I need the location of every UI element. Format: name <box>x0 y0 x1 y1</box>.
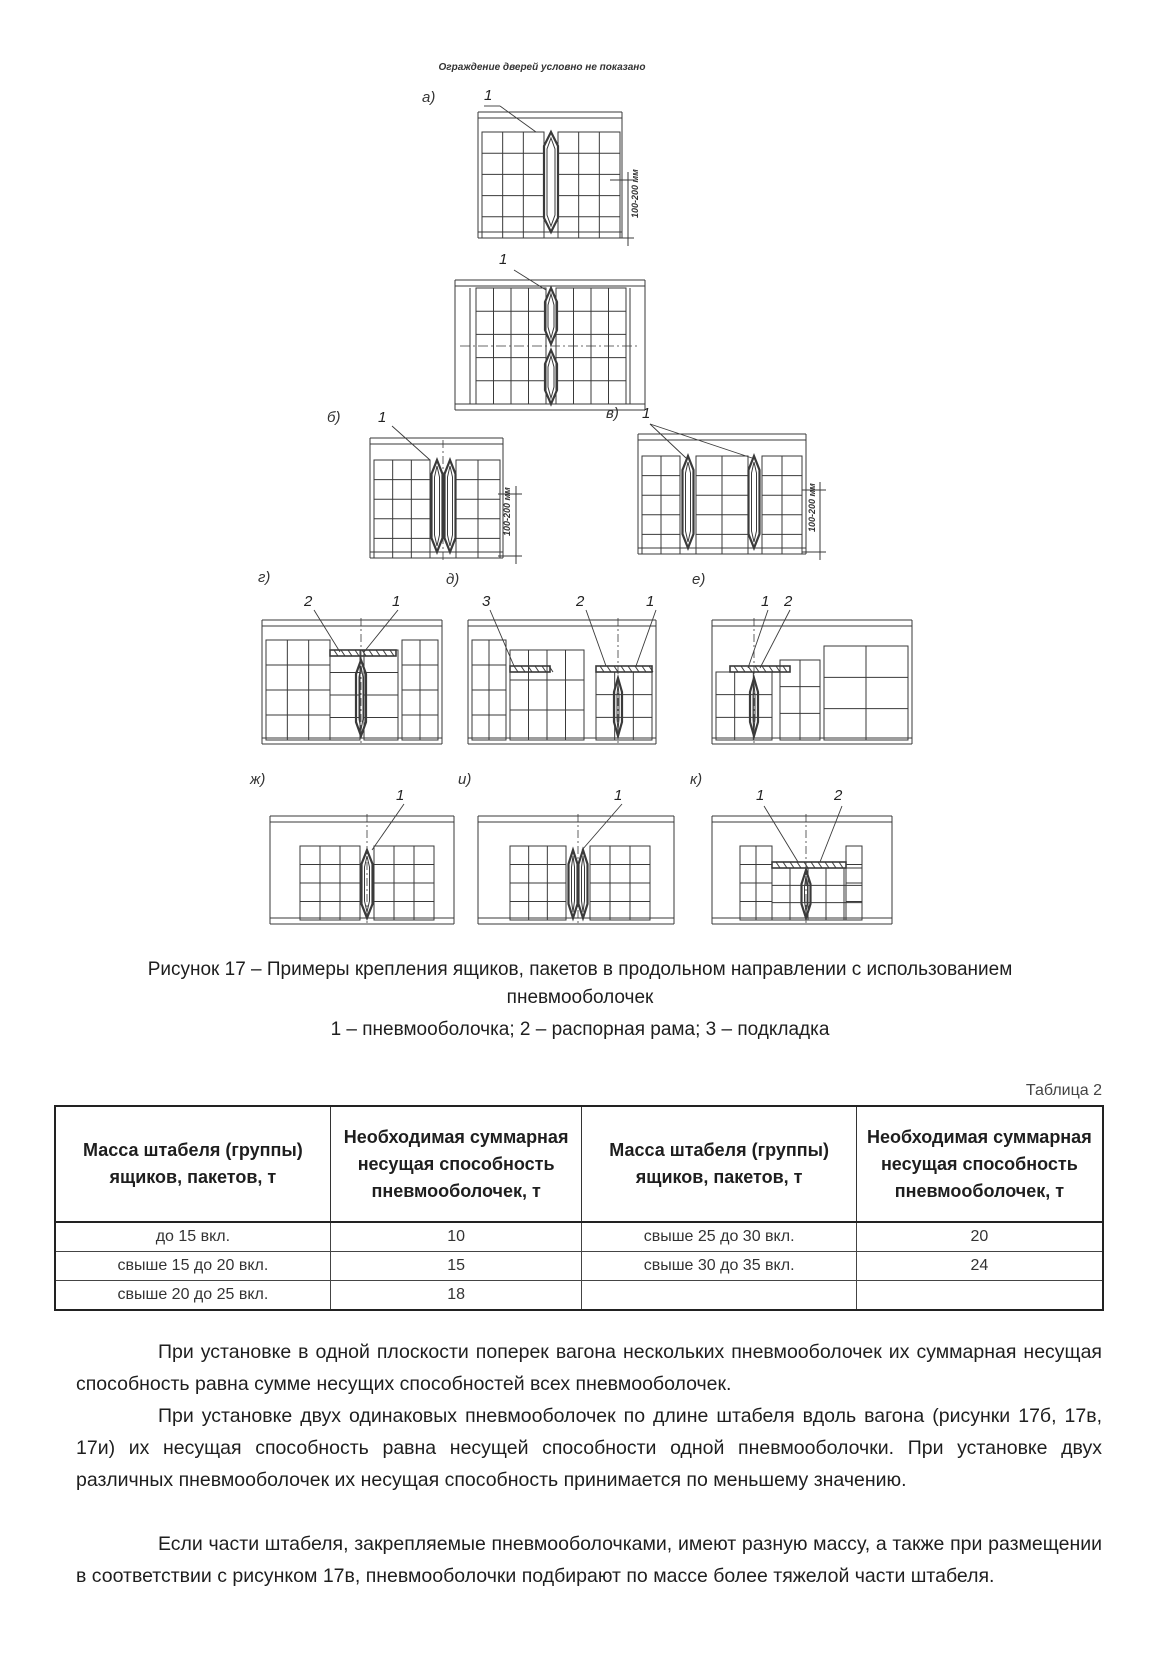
header-required-capacity-2: Необходимая суммарная несущая способность пневмооболочек, т <box>856 1106 1103 1222</box>
dimension-label-a: 100-200 мм <box>630 169 640 218</box>
spacer-frame-hatch <box>839 862 843 868</box>
spacer-frame-hatch <box>355 650 359 656</box>
spacer-frame-hatch <box>376 650 380 656</box>
spacer-frame-hatch <box>776 666 780 672</box>
spacer-frame-hatch <box>776 862 780 868</box>
leader-line <box>760 610 790 668</box>
spacer-frame-hatch <box>607 666 611 672</box>
figure-caption-legend: 1 – пневмооболочка; 2 – распорная рама; 3 – подкладка <box>330 1019 830 1040</box>
leader-line <box>314 610 340 652</box>
spacer-frame-hatch <box>521 666 525 672</box>
pneumatic-bag-inner <box>548 356 554 398</box>
pneumatic-bag-inner <box>547 138 555 226</box>
panel-label-b: б) <box>327 409 341 426</box>
marker-1-zh: 1 <box>396 787 405 804</box>
marker-1-i: 1 <box>614 787 623 804</box>
table-cell: 10 <box>330 1222 582 1252</box>
spacer-frame-hatch <box>783 666 787 672</box>
pneumatic-bag-inner <box>753 684 755 730</box>
spacer-frame-hatch <box>369 650 373 656</box>
spacer-frame-e <box>730 666 790 672</box>
spacer-frame-hatch <box>514 666 518 672</box>
marker-2-e: 2 <box>784 593 793 610</box>
bag-a2-bottom <box>545 350 557 404</box>
table-cell: 24 <box>856 1252 1103 1281</box>
bag-a2-top <box>545 288 557 344</box>
spacer-frame-hatch <box>635 666 639 672</box>
stack-k-mid <box>772 868 862 920</box>
spacer-frame-hatch <box>535 666 539 672</box>
paragraph-1 <box>76 1336 1102 1400</box>
spacer-frame-hatch <box>341 650 345 656</box>
table-row <box>55 1252 1103 1281</box>
spacer-frame-hatch <box>614 666 618 672</box>
marker-1-v: 1 <box>642 405 651 422</box>
paragraph-2 <box>76 1400 1102 1496</box>
panel-label-g: г) <box>258 569 271 586</box>
marker-2-k: 2 <box>834 787 843 804</box>
pneumatic-bag-inner <box>548 294 554 338</box>
leader-line <box>582 804 622 850</box>
table-cell <box>856 1281 1103 1311</box>
dimension-label-v: 100-200 мм <box>807 483 817 532</box>
table-row <box>55 1281 1103 1311</box>
spacer-frame-hatch <box>600 666 604 672</box>
paragraph-3 <box>76 1528 1102 1592</box>
panel-label-i: и) <box>458 771 472 788</box>
bag-v-1 <box>683 456 694 548</box>
bag-v-2 <box>749 456 760 548</box>
panel-label-a: а) <box>422 89 436 106</box>
stack-b-left <box>374 460 430 558</box>
table-cell <box>582 1281 856 1311</box>
leader-line <box>650 424 752 458</box>
spacer-frame-hatch <box>621 666 625 672</box>
leader-line <box>392 426 430 460</box>
figure-caption-title: Рисунок 17 – Примеры крепления ящиков, пакетов в продольном направлении с использованием <box>147 959 1013 980</box>
marker-2-d: 2 <box>576 593 585 610</box>
stack-a1-right <box>558 132 620 238</box>
spacer-frame-hatch <box>762 666 766 672</box>
marker-1-a1: 1 <box>484 87 493 104</box>
spacer-frame-hatch <box>783 862 787 868</box>
pneumatic-bag-inner <box>572 856 575 912</box>
bag-b-1 <box>432 460 443 552</box>
leader-line <box>500 106 536 132</box>
paragraph-3-text: Если части штабеля, закрепляемые пневмооболочками, имеют разную массу, а также при размещении в соответствии с рисунком 17в, пневмооболочки подбирают по массе более тяжелой части штабеля. <box>76 1533 1102 1587</box>
spacer-frame-hatch <box>348 650 352 656</box>
leader-line <box>586 610 606 666</box>
pneumatic-bag-inner <box>752 462 757 542</box>
dimension-label-b: 100-200 мм <box>502 487 512 536</box>
header-stack-mass-2: Масса штабеля (группы) ящиков, пакетов, т <box>582 1106 856 1222</box>
spacer-frame-hatch <box>769 666 773 672</box>
figure-caption-title-cont: пневмооболочек <box>506 987 654 1008</box>
marker-1-a2: 1 <box>499 251 508 268</box>
marker-1-d: 1 <box>646 593 655 610</box>
leader-line <box>490 610 514 666</box>
header-stack-mass: Масса штабеля (группы) ящиков, пакетов, т <box>55 1106 330 1222</box>
table-cell: 20 <box>856 1222 1103 1252</box>
stack-d-right <box>596 672 652 740</box>
spacer-frame-hatch <box>818 862 822 868</box>
table-row <box>55 1222 1103 1252</box>
spacer-frame-hatch <box>628 666 632 672</box>
stack-a1-left <box>482 132 544 238</box>
capacity-table <box>54 1105 1104 1311</box>
spacer-frame-hatch <box>390 650 394 656</box>
pneumatic-bag-inner <box>686 462 691 542</box>
paragraph-2-text: При установке двух одинаковых пневмооболочек по длине штабеля вдоль вагона (рисунки 17б, 17в, 17и) их несущая способность равна несущей способности одной пневмооболочки. При установке двух различных пневмооболочек их несущая способность принимается по меньшему значению. <box>76 1405 1102 1491</box>
pneumatic-bag-inner <box>448 466 453 546</box>
table-cell: 18 <box>330 1281 582 1311</box>
spacer-frame-hatch <box>832 862 836 868</box>
spacer-frame-hatch <box>755 666 759 672</box>
bag-a1 <box>544 132 558 232</box>
table-cell: свыше 15 до 20 вкл. <box>55 1252 330 1281</box>
leader-line <box>372 804 404 850</box>
stack-e-left <box>716 672 772 740</box>
marker-1-k: 1 <box>756 787 765 804</box>
spacer-frame-hatch <box>811 862 815 868</box>
spacer-frame-hatch <box>741 666 745 672</box>
spacer-frame-hatch <box>790 862 794 868</box>
panel-label-k: к) <box>690 771 703 788</box>
table-cell: до 15 вкл. <box>55 1222 330 1252</box>
spacer-frame-hatch <box>334 650 338 656</box>
paragraph-1-text: При установке в одной плоскости поперек вагона нескольких пневмооболочек их суммарная несущая способность равна сумме несущих способностей всех пневмооболочек. <box>76 1341 1102 1395</box>
table-header-row <box>55 1106 1103 1222</box>
panel-label-e: е) <box>692 571 706 588</box>
spacer-frame-hatch <box>734 666 738 672</box>
spacer-frame-hatch <box>383 650 387 656</box>
pneumatic-bag-inner <box>617 684 619 730</box>
spacer-frame-hatch <box>825 862 829 868</box>
pneumatic-bag-inner <box>435 466 440 546</box>
leader-line <box>764 806 798 862</box>
bag-b-2 <box>445 460 456 552</box>
header-required-capacity: Необходимая суммарная несущая способность пневмооболочек, т <box>330 1106 582 1222</box>
bag-i-2 <box>579 850 588 918</box>
marker-1-g: 1 <box>392 593 401 610</box>
leader-line <box>364 610 398 652</box>
bag-i-1 <box>569 850 578 918</box>
spacer-frame-hatch <box>642 666 646 672</box>
panel-label-zh: ж) <box>250 771 266 788</box>
figure-note: Ограждение дверей условно не показано <box>438 62 646 73</box>
table-cell: свыше 25 до 30 вкл. <box>582 1222 856 1252</box>
leader-line <box>650 424 686 458</box>
pneumatic-bag-inner <box>582 856 585 912</box>
spacer-frame-hatch <box>797 862 801 868</box>
table-cell: свыше 20 до 25 вкл. <box>55 1281 330 1311</box>
marker-3-d: 3 <box>482 593 491 610</box>
table-cell: 15 <box>330 1252 582 1281</box>
panel-label-d: д) <box>446 571 460 588</box>
marker-2-g: 2 <box>304 593 313 610</box>
leader-line <box>636 610 656 666</box>
table-label: Таблица 2 <box>1025 1082 1102 1099</box>
spacer-frame-hatch <box>542 666 546 672</box>
table-cell: свыше 30 до 35 вкл. <box>582 1252 856 1281</box>
panel-label-v: в) <box>606 405 619 422</box>
marker-1-b: 1 <box>378 409 387 426</box>
leader-line <box>820 806 842 862</box>
marker-1-e: 1 <box>761 593 770 610</box>
